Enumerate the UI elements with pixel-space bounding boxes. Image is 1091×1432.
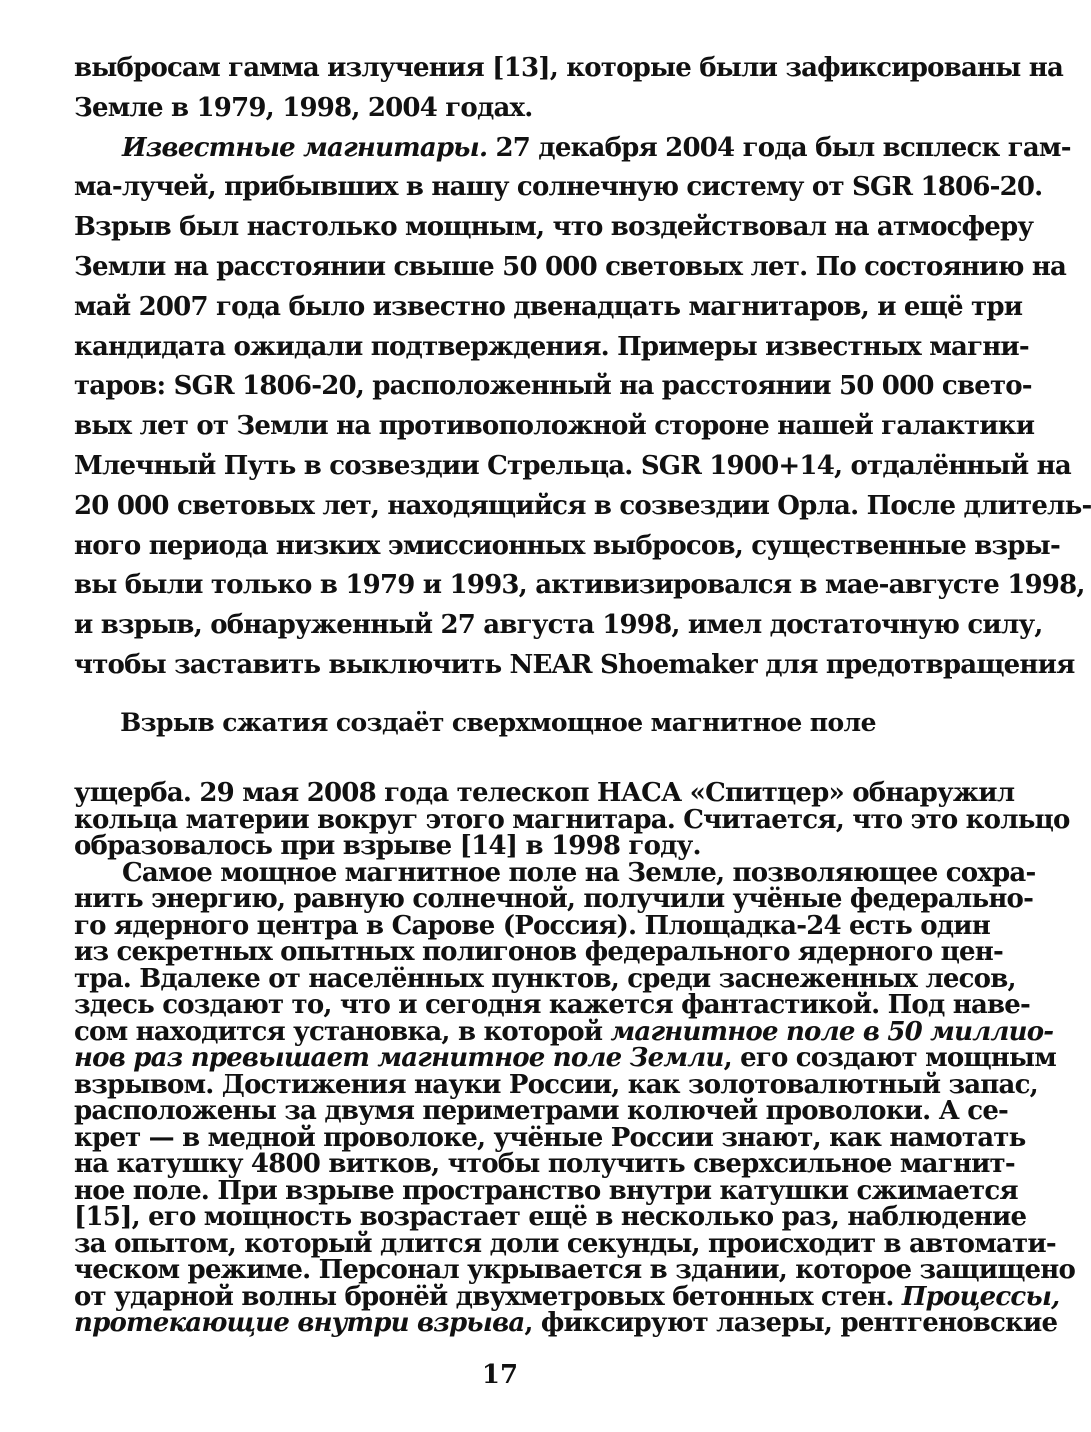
line-text: выбросам гамма излучения [13], которые были зафиксированы на <box>74 53 1064 83</box>
emphasis-text: Известные магнитары. <box>122 133 488 163</box>
line-text: 27 декабря 2004 года был всплеск гам- <box>487 133 1071 163</box>
line-text: таров: SGR 1806-20, расположенный на расстоянии 50 000 свето- <box>74 371 1032 401</box>
line-text: вых лет от Земли на противоположной стороне нашей галактики <box>74 411 1035 441</box>
page-number: 17 <box>481 1360 519 1390</box>
line-text: го ядерного центра в Сарове (Россия). Площадка-24 есть один <box>74 911 990 941</box>
line-text: ма-лучей, прибывших в нашу солнечную систему от SGR 1806-20. <box>74 172 1043 202</box>
line-text: вы были только в 1979 и 1993, активизировался в мае-августе 1998, <box>74 570 1085 600</box>
line-text: из секретных опытных полигонов федерального ядерного цен- <box>74 937 1003 967</box>
line-text: тра. Вдалеке от населённых пунктов, среди заснеженных лесов, <box>74 964 1016 994</box>
text-line <box>74 642 1075 688</box>
text-line <box>74 1300 1058 1346</box>
line-text: Земли на расстоянии свыше 50 000 световых лет. По состоянию на <box>74 252 1067 282</box>
line-text: Земле в 1979, 1998, 2004 годах. <box>74 93 533 123</box>
emphasis-text: Процессы, <box>901 1282 1060 1312</box>
line-text: ческом режиме. Персонал укрывается в здании, которое защищено <box>74 1255 1076 1285</box>
line-text: чтобы заставить выключить NEAR Shoemaker для предотвращения <box>74 650 1075 680</box>
section-heading: Взрыв сжатия создаёт сверхмощное магнитное поле <box>120 708 876 737</box>
line-text: , фиксируют лазеры, рентгеновские <box>524 1308 1058 1338</box>
line-text: нить энергию, равную солнечной, получили учёные федерально- <box>74 884 1034 914</box>
line-text: на катушку 4800 витков, чтобы получить сверхсильное магнит- <box>74 1149 1015 1179</box>
line-text: ного периода низких эмиссионных выбросов, существенные взры- <box>74 531 1060 561</box>
line-text: расположены за двумя периметрами колючей проволоки. А се- <box>74 1096 1009 1126</box>
line-text: Млечный Путь в созвездии Стрельца. SGR 1900+14, отдалённый на <box>74 451 1071 481</box>
line-text: и взрыв, обнаруженный 27 августа 1998, имел достаточную силу, <box>74 610 1043 640</box>
line-text: ное поле. При взрыве пространство внутри катушки сжимается <box>74 1176 1018 1206</box>
line-text: кандидата ожидали подтверждения. Примеры известных магни- <box>74 332 1029 362</box>
line-text: [15], его мощность возрастает ещё в несколько раз, наблюдение <box>74 1202 1027 1232</box>
line-text: кольца материи вокруг этого магнитара. Считается, что это кольцо <box>74 805 1070 835</box>
line-text: за опытом, который длится доли секунды, происходит в автомати- <box>74 1229 1056 1259</box>
emphasis-text: нов раз превышает магнитное поле Земли <box>74 1043 724 1073</box>
line-text: ущерба. 29 мая 2008 года телескоп НАСА «Спитцер» обнаружил <box>74 778 1015 808</box>
emphasis-text: магнитное поле в 50 миллио- <box>610 1017 1054 1047</box>
line-text: Самое мощное магнитное поле на Земле, позволяющее сохра- <box>122 858 1036 888</box>
line-text: взрывом. Достижения науки России, как золотовалютный запас, <box>74 1070 1038 1100</box>
line-text: от ударной волны бронёй двухметровых бетонных стен. <box>74 1282 902 1312</box>
line-text: май 2007 года было известно двенадцать магнитаров, и ещё три <box>74 292 1023 322</box>
line-text: образовалось при взрыве [14] в 1998 году. <box>74 831 701 861</box>
line-text: здесь создают то, что и сегодня кажется фантастикой. Под наве- <box>74 990 1031 1020</box>
line-text: , его создают мощным <box>723 1043 1057 1073</box>
emphasis-text: протекающие внутри взрыва <box>74 1308 525 1338</box>
line-text: крет — в медной проволоке, учёные России знают, как намотать <box>74 1123 1026 1153</box>
line-text: Взрыв был настолько мощным, что воздействовал на атмосферу <box>74 212 1034 242</box>
line-text: 20 000 световых лет, находящийся в созвездии Орла. После длитель- <box>74 491 1091 521</box>
line-text: сом находится установка, в которой <box>74 1017 611 1047</box>
